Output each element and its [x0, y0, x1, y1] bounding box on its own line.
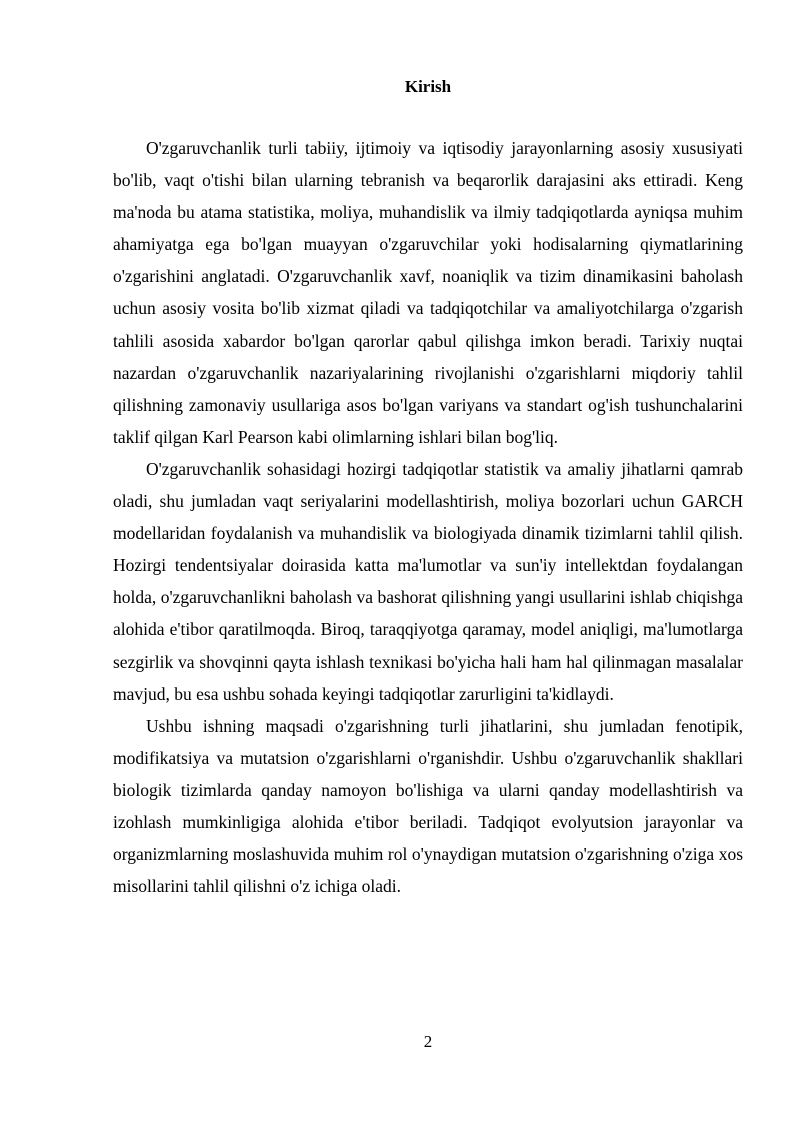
paragraph-3: Ushbu ishning maqsadi o'zgarishning turli jihatlarini, shu jumladan fenotipik, modifikatsiya va mutatsion o'zgarishlarni o'rganishdir. Ushbu o'zgaruvchanlik shakllari biologik tizimlarda qanday namoyon bo'lishiga va ularni qanday modellashtirish va izohlash mumkinligiga alohida e'tibor beriladi. Tadqiqot evolyutsion jarayonlar va organizmlarning moslashuvida muhim rol o'ynaydigan mutatsion o'zgarishning o'ziga xos misollarini tahlil qilishni o'z ichiga oladi. — [113, 715, 743, 897]
body-text — [113, 132, 743, 902]
page-number: 2 — [423, 1032, 433, 1051]
paragraph-1: O'zgaruvchanlik turli tabiiy, ijtimoiy va iqtisodiy jarayonlarning asosiy xususiyati bo'lib, vaqt o'tishi bilan ularning tebranish va beqarorlik darajasini aks ettiradi. Keng ma'noda bu atama statistika, moliya, muhandislik va ilmiy tadqiqotlarda ayniqsa muhim ahamiyatga ega bo'lgan muayyan o'zgaruvchilar yoki hodisalarning qiymatlarining o'zgarishini anglatadi. O'zgaruvchanlik xavf, noaniqlik va tizim dinamikasini baholash uchun asosiy vosita bo'lib xizmat qiladi va tadqiqotchilar va amaliyotchilarga o'zgarish tahlili asosida xabardor bo'lgan qarorlar qabul qilishga imkon beradi. Tarixiy nuqtai nazardan o'zgaruvchanlik nazariyalarining rivojlanishi o'zgarishlarni miqdoriy tahlil qilishning zamonaviy usullariga asos bo'lgan variyans va standart og'ish tushunchalarini taklif qilgan Karl Pearson kabi olimlarning ishlari bilan bog'liq. — [113, 138, 743, 447]
section-title: Kirish — [404, 77, 452, 96]
paragraph-2: O'zgaruvchanlik sohasidagi hozirgi tadqiqotlar statistik va amaliy jihatlarni qamrab oladi, shu jumladan vaqt seriyalarini modellashtirish, moliya bozorlari uchun GARCH modellaridan foydalanish va muhandislik va biologiyada dinamik tizimlarni tahlil qilish. Hozirgi tendentsiyalar doirasida katta ma'lumotlar va sun'iy intellektdan foydalangan holda, o'zgaruvchanlikni baholash va bashorat qilishning yangi usullarini ishlab chiqishga alohida e'tibor qaratilmoqda. Biroq, taraqqiyotga qaramay, model aniqligi, ma'lumotlarga sezgirlik va shovqinni qayta ishlash texnikasi bo'yicha hali ham hal qilinmagan masalalar mavjud, bu esa ushbu sohada keyingi tadqiqotlar zarurligini ta'kidlaydi. — [113, 458, 743, 704]
